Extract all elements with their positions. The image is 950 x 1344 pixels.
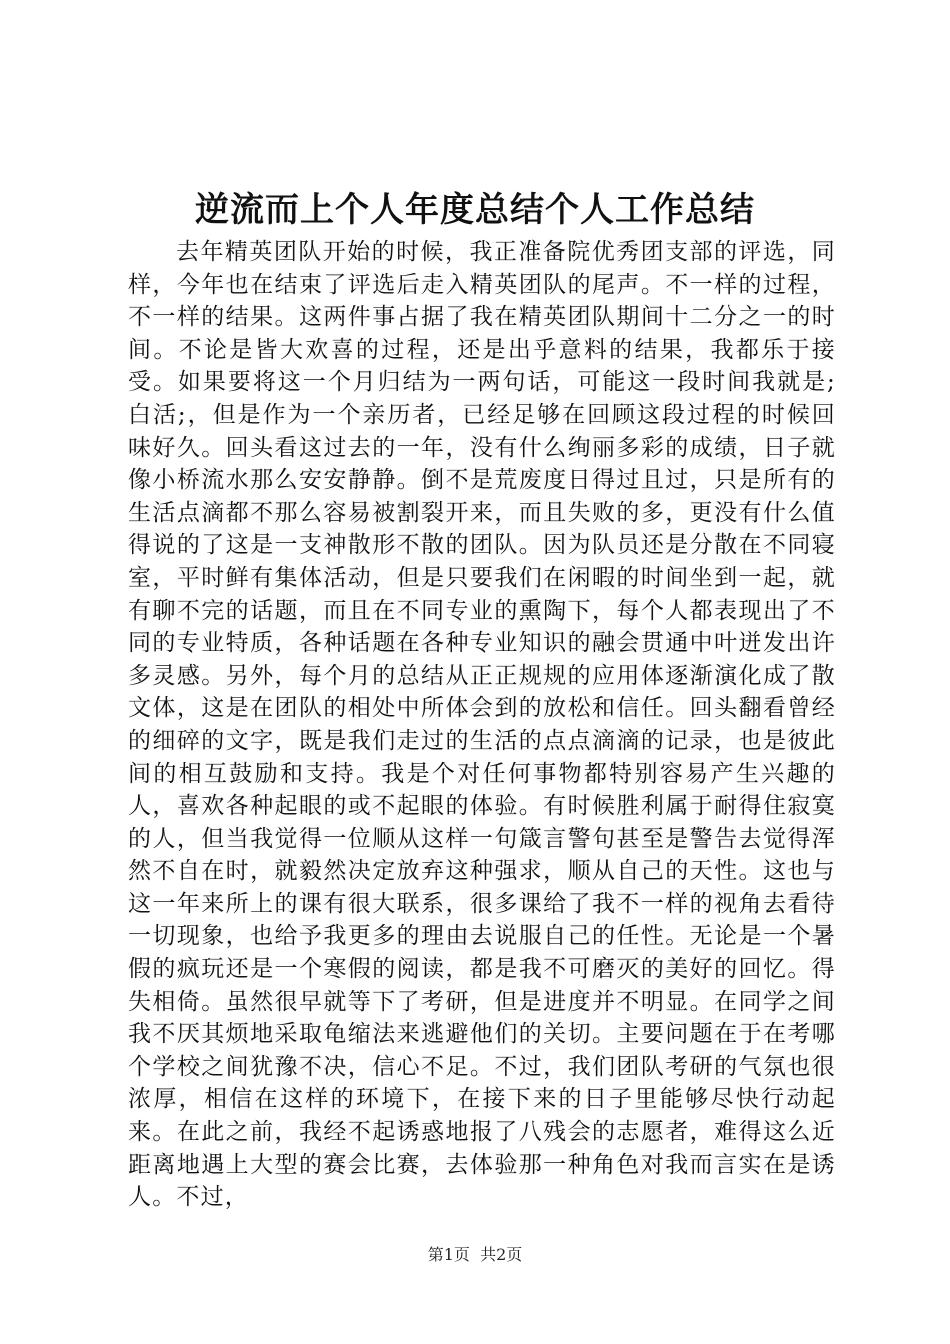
document-title: 逆流而上个人年度总结个人工作总结 (195, 190, 755, 230)
body-paragraph: 去年精英团队开始的时候，我正准备院优秀团支部的评选，同样，今年也在结束了评选后走入精英团队的尾声。不一样的过程，不一样的结果。这两件事占据了我在精英团队期间十二分之一的时间。不论是皆大欢喜的过程，还是出乎意料的结果，我都乐于接受。如果要将这一个月归结为一两句话，可能这一段时间我就是;白活;，但是作为一个亲历者，已经足够在回顾这段过程的时候回味好久。回头看这过去的一年，没有什么绚丽多彩的成绩，日子就像小桥流水那么安安静静。倒不是荒废度日得过且过，只是所有的生活点滴都不那么容易被割裂开来，而且失败的多，更没有什么值得说的了这是一支神散形不散的团队。因为队员还是分散在不同寝室，平时鲜有集体活动，但是只要我们在闲暇的时间坐到一起，就有聊不完的话题，而且在不同专业的熏陶下，每个人都表现出了不同的专业特质，各种话题在各种专业知识的融会贯通中叶迸发出许多灵感。另外，每个月的总结从正正规规的应用体逐渐演化成了散文体，这是在团队的相处中所体会到的放松和信任。回头翻看曾经的细碎的文字，既是我们走过的生活的点点滴滴的记录，也是彼此间的相互鼓励和支持。我是个对任何事物都特别容易产生兴趣的人，喜欢各种起眼的或不起眼的体验。有时候胜利属于耐得住寂寞的人，但当我觉得一位顺从这样一句箴言警句甚至是警告去觉得浑然不自在时，就毅然决定放弃这种强求，顺从自己的天性。这也与这一年来所上的课有很大联系，很多课给了我不一样的视角去看待一切现象，也给予我更多的理由去说服自己的任性。无论是一个暑假的疯玩还是一个寒假的阅读，都是我不可磨灭的美好的回忆。得失相倚。虽然很早就等下了考研，但是进度并不明显。在同学之间我不厌其烦地采取龟缩法来逃避他们的关切。主要问题在于在考哪个学校之间犹豫不决，信心不足。不过，我们团队考研的气氛也很浓厚，相信在这样的环境下，在接下来的日子里能够尽快行动起来。在此之前，我经不起诱惑地报了八残会的志愿者，难得这么近距离地遇上大型的赛会比赛，去体验那一种角色对我而言实在是诱人。不过， (128, 239, 836, 1211)
page-number-footer: 第1页 共2页 (427, 1245, 523, 1264)
